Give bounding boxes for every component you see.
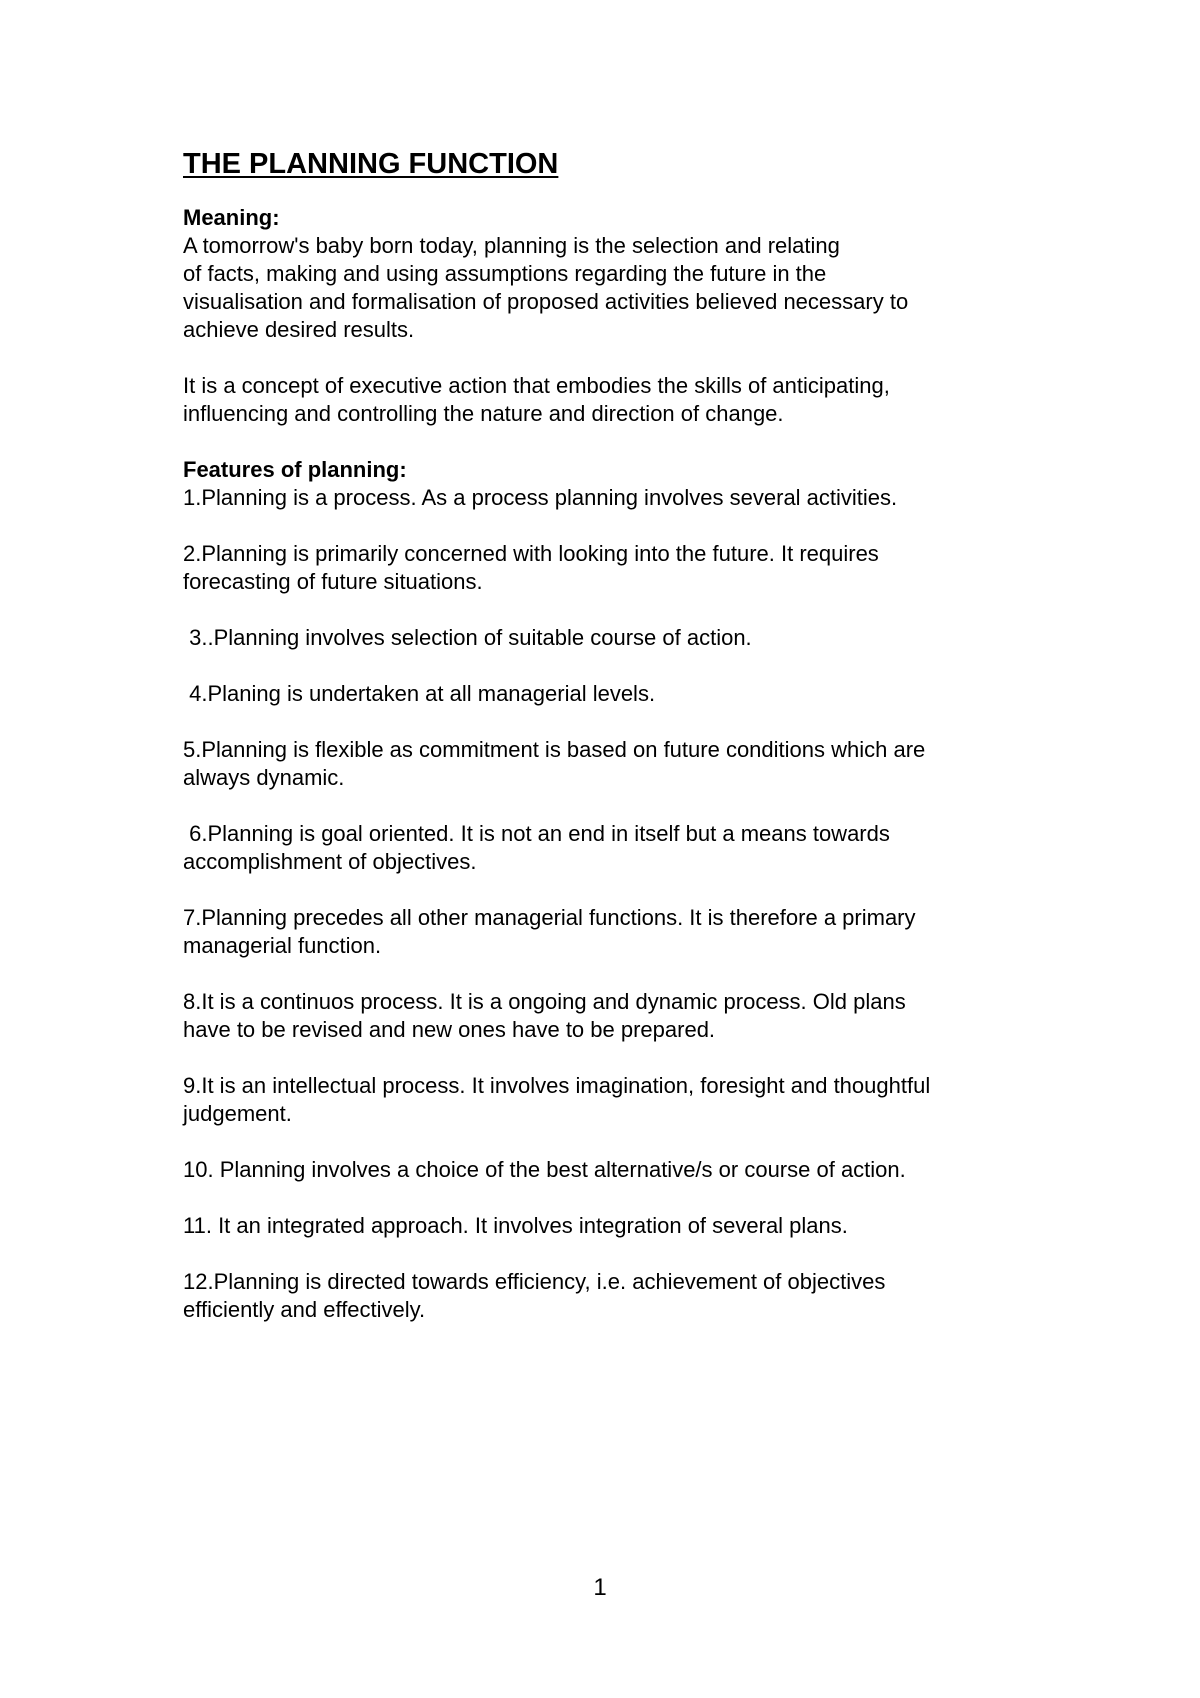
meaning-paragraph-1 bbox=[183, 232, 1063, 344]
text-line: 3..Planning involves selection of suitable course of action. bbox=[183, 625, 752, 650]
text-line: A tomorrow's baby born today, planning is the selection and relating bbox=[183, 233, 840, 258]
feature-item bbox=[183, 1212, 1063, 1240]
feature-item bbox=[183, 904, 1063, 960]
text-line: always dynamic. bbox=[183, 765, 345, 790]
text-line: 2.Planning is primarily concerned with looking into the future. It requires bbox=[183, 541, 879, 566]
text-line: 11. It an integrated approach. It involves integration of several plans. bbox=[183, 1213, 848, 1238]
text-line: 9.It is an intellectual process. It involves imagination, foresight and thoughtful bbox=[183, 1073, 931, 1098]
feature-item bbox=[183, 736, 1063, 792]
feature-item bbox=[183, 680, 1063, 708]
text-line: 1.Planning is a process. As a process planning involves several activities. bbox=[183, 485, 898, 510]
feature-item bbox=[183, 484, 1063, 512]
features-list bbox=[183, 484, 1063, 1324]
text-line: forecasting of future situations. bbox=[183, 569, 483, 594]
text-line: 12.Planning is directed towards efficiency, i.e. achievement of objectives bbox=[183, 1269, 886, 1294]
feature-item bbox=[183, 540, 1063, 596]
text-line: accomplishment of objectives. bbox=[183, 849, 477, 874]
text-line: influencing and controlling the nature and direction of change. bbox=[183, 401, 784, 426]
page-title: THE PLANNING FUNCTION bbox=[183, 148, 559, 180]
feature-item bbox=[183, 1156, 1063, 1184]
text-line: have to be revised and new ones have to be prepared. bbox=[183, 1017, 716, 1042]
meaning-heading: Meaning: bbox=[183, 205, 280, 230]
text-line: achieve desired results. bbox=[183, 317, 415, 342]
text-line: It is a concept of executive action that embodies the skills of anticipating, bbox=[183, 373, 890, 398]
feature-item bbox=[183, 820, 1063, 876]
text-line: of facts, making and using assumptions regarding the future in the bbox=[183, 261, 827, 286]
feature-item bbox=[183, 1268, 1063, 1324]
meaning-paragraph-2 bbox=[183, 372, 1063, 428]
text-line: efficiently and effectively. bbox=[183, 1297, 426, 1322]
page-number: 1 bbox=[593, 1574, 607, 1601]
text-line: 5.Planning is flexible as commitment is based on future conditions which are bbox=[183, 737, 926, 762]
text-line: visualisation and formalisation of proposed activities believed necessary to bbox=[183, 289, 909, 314]
features-heading: Features of planning: bbox=[183, 457, 407, 482]
feature-item bbox=[183, 624, 1063, 652]
text-line: 10. Planning involves a choice of the best alternative/s or course of action. bbox=[183, 1157, 906, 1182]
text-line: managerial function. bbox=[183, 933, 382, 958]
text-line: 8.It is a continuos process. It is a ongoing and dynamic process. Old plans bbox=[183, 989, 906, 1014]
page-content bbox=[183, 146, 1063, 1352]
text-line: 6.Planning is goal oriented. It is not an end in itself but a means towards bbox=[183, 821, 890, 846]
text-line: judgement. bbox=[183, 1101, 292, 1126]
feature-item bbox=[183, 1072, 1063, 1128]
text-line: 4.Planing is undertaken at all managerial levels. bbox=[183, 681, 656, 706]
text-line: 7.Planning precedes all other managerial functions. It is therefore a primary bbox=[183, 905, 916, 930]
feature-item bbox=[183, 988, 1063, 1044]
